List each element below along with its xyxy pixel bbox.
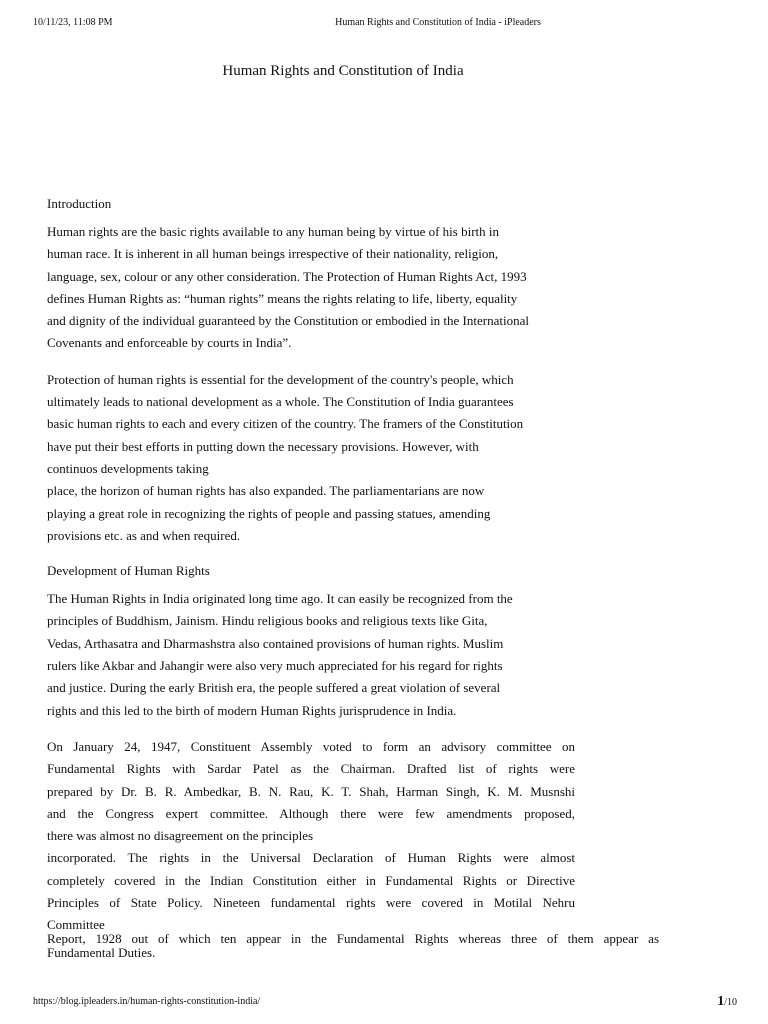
text-line: On January 24, 1947, Constituent Assembly voted to form an advisory committee on <box>47 738 575 754</box>
page-current: 1 <box>717 994 725 1009</box>
text-line: provisions etc. as and when required. <box>47 527 241 543</box>
text-line: Protection of human rights is essential for the development of the country's people, which <box>47 371 514 387</box>
text-line: defines Human Rights as: “human rights” means the rights relating to life, liberty, equality <box>47 290 518 306</box>
introduction-paragraph-1 <box>47 221 587 355</box>
text-line: The Human Rights in India originated long time ago. It can easily be recognized from the <box>47 591 513 607</box>
introduction-heading: Introduction <box>47 196 112 211</box>
text-line: prepared by Dr. B. R. Ambedkar, B. N. Rau, K. T. Shah, Harman Singh, K. M. Musnshi <box>47 783 575 799</box>
page-total: /10 <box>724 997 737 1008</box>
text-line: rights and this led to the birth of modern Human Rights jurisprudence in India. <box>47 702 457 718</box>
text-line: ultimately leads to national development as a whole. The Constitution of India guarantees <box>47 394 514 410</box>
text-line: incorporated. The rights in the Universal Declaration of Human Rights were almost <box>47 850 575 866</box>
text-line: Fundamental Rights with Sardar Patel as the Chairman. Drafted list of rights were <box>47 761 575 777</box>
text-line: Vedas, Arthasatra and Dharmashstra also contained provisions of human rights. Muslim <box>47 635 504 651</box>
text-line: Human rights are the basic rights available to any human being by virtue of his birth in <box>47 224 500 239</box>
text-line: there was almost no disagreement on the principles <box>47 828 314 844</box>
development-paragraph-2 <box>47 736 575 937</box>
text-line: Covenants and enforceable by courts in India”. <box>47 335 292 351</box>
document-body <box>47 194 587 951</box>
text-line: Committee <box>47 917 105 933</box>
development-heading: Development of Human Rights <box>47 563 210 579</box>
text-line: rulers like Akbar and Jahangir were also very much appreciated for his regard for rights <box>47 658 503 674</box>
introduction-paragraph-2 <box>47 369 587 547</box>
tail-paragraph <box>47 932 659 960</box>
print-tab-title: Human Rights and Constitution of India - iPleaders <box>335 17 541 28</box>
document-title: Human Rights and Constitution of India <box>222 63 464 79</box>
text-line: and dignity of the individual guaranteed by the Constitution or embodied in the International <box>47 313 529 329</box>
text-line: principles of Buddhism, Jainism. Hindu religious books and religious texts like Gita, <box>47 613 488 629</box>
text-line: place, the horizon of human rights has also expanded. The parliamentarians are now <box>47 483 485 499</box>
print-header <box>0 16 768 30</box>
text-line: and the Congress expert committee. Although there were few amendments proposed, <box>47 805 575 821</box>
text-line: language, sex, colour or any other consideration. The Protection of Human Rights Act, 1993 <box>47 268 527 284</box>
page-url: https://blog.ipleaders.in/human-rights-constitution-india/ <box>33 996 261 1007</box>
page-number <box>717 994 737 1011</box>
text-line: Report, 1928 out of which ten appear in the Fundamental Rights whereas three of them appear as <box>47 931 659 946</box>
print-footer <box>0 996 768 1012</box>
development-paragraph-1 <box>47 588 587 722</box>
text-line: and justice. During the early British era, the people suffered a great violation of several <box>47 680 501 696</box>
text-line: continuos developments taking <box>47 460 209 476</box>
text-line: Principles of State Policy. Nineteen fundamental rights were covered in Motilal Nehru <box>47 895 575 911</box>
print-datetime: 10/11/23, 11:08 PM <box>33 17 113 28</box>
text-line: basic human rights to each and every citizen of the country. The framers of the Constitution <box>47 416 524 432</box>
text-line: have put their best efforts in putting down the necessary provisions. However, with <box>47 438 479 454</box>
text-line: Fundamental Duties. <box>47 945 156 960</box>
text-line: completely covered in the Indian Constitution either in Fundamental Rights or Directive <box>47 872 575 888</box>
text-line: human race. It is inherent in all human beings irrespective of their nationality, religion, <box>47 246 499 262</box>
text-line: playing a great role in recognizing the rights of people and passing statues, amending <box>47 505 491 521</box>
